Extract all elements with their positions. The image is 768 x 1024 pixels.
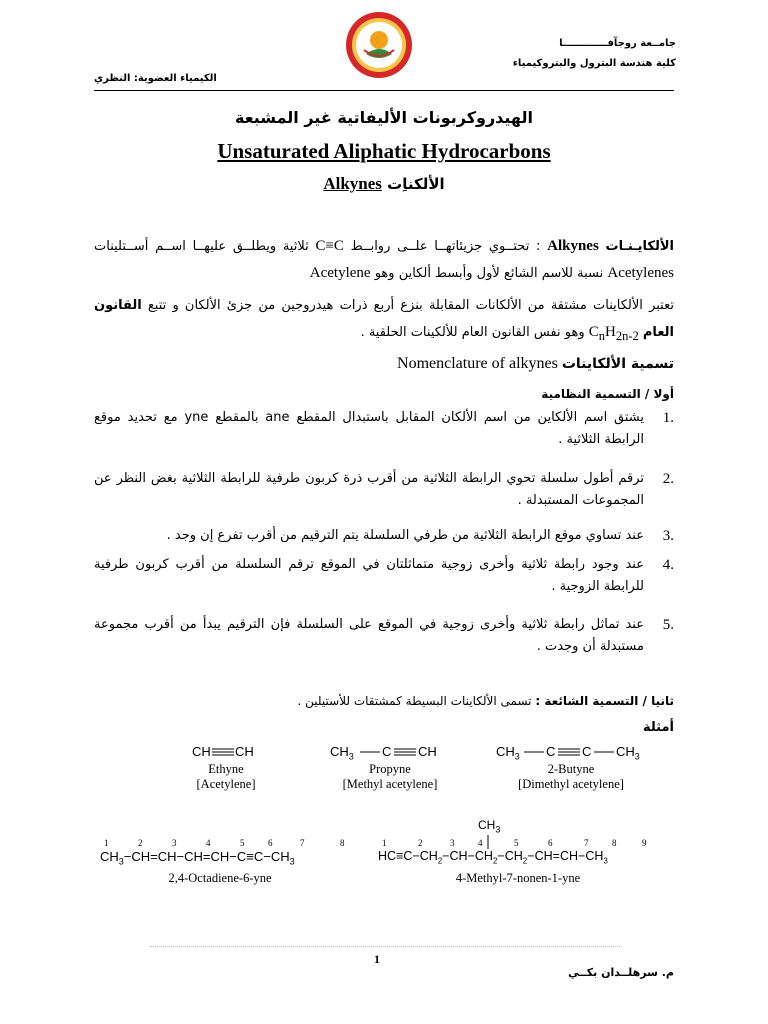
rule-text: عند تساوي موقع الرابطة الثلاثية من طرفي السلسلة يتم الترقيم من أقرب تفرع إن وجد . (166, 528, 644, 543)
carbon-number: 7 (300, 838, 305, 848)
formula-subscript: 2n-2 (615, 329, 639, 343)
chain-group: CH (270, 849, 290, 864)
octadiene-formula (100, 849, 295, 867)
triple-bond-icon (394, 747, 416, 757)
branch-ch: CH (478, 818, 496, 832)
single-bond: − (412, 849, 420, 863)
nomenclature-heading-english: Nomenclature of alkynes (397, 355, 558, 372)
example-nonenyne (378, 818, 674, 888)
carbon-number: 3 (172, 838, 177, 848)
example-butyne (496, 744, 656, 792)
triple-bond-icon (212, 747, 234, 757)
chain-subscript: 2 (437, 856, 443, 866)
single-bond-icon (524, 747, 544, 757)
chain-group: CH (100, 849, 119, 864)
nonenyne-name: 4-Methyl-7-nonen-1-yne (455, 871, 581, 885)
propyne-ch: CH (418, 744, 437, 759)
ethyne-common-name: [Acetylene] (196, 777, 256, 791)
formula-c: C (588, 324, 599, 340)
common-naming-label: ثانيا / التسمية الشائعة : (535, 694, 674, 708)
example-ethyne (186, 744, 276, 792)
rule-number: .2 (662, 471, 674, 487)
branch-sub: 3 (495, 824, 501, 835)
ethyne-ch-right: CH (235, 744, 254, 759)
octadiene-name: 2,4-Octadiene-6-yne (168, 871, 272, 885)
author-name: م. سرهلــدان بكــي (568, 966, 674, 979)
chain-group: CH (449, 849, 468, 863)
single-bond-icon (360, 747, 380, 757)
carbon-number: 4 (206, 838, 211, 848)
chain-subscript: 3 (289, 856, 295, 867)
triple-bond: ≡ (246, 849, 254, 864)
carbon-number: 5 (240, 838, 245, 848)
butyne-ch3b-text: CH (616, 744, 635, 759)
butyne-formula (496, 744, 656, 762)
butyne-ch3a-sub: 3 (514, 751, 520, 762)
butyne-c2: C (582, 744, 592, 759)
single-bond: − (527, 849, 535, 863)
examples-heading: أمثلة (642, 720, 674, 735)
formula-text-2: وهو نفس القانون العام للألكينات الحلقية . (360, 325, 585, 340)
double-bond: = (150, 849, 158, 864)
formula-n: n (598, 329, 605, 343)
chain-group: CH (210, 849, 230, 864)
chain-group: CH (504, 849, 523, 863)
carbon-number: 8 (612, 838, 617, 848)
subtitle-arabic: الألكناِت (387, 175, 445, 193)
general-formula (588, 324, 639, 343)
carbon-number: 7 (584, 838, 589, 848)
propyne-c: C (382, 744, 392, 759)
rule-text: ترقم أطول سلسلة تحوي الرابطة الثلاثية من أقرب ذرة كربون طرفية للرابطة الثلاثية بغض النظر عن المجموعات المستبدلة . (94, 471, 644, 508)
rule-number: .5 (662, 617, 674, 633)
chain-group: CH (131, 849, 151, 864)
double-bond: = (552, 849, 560, 863)
university-logo (344, 10, 414, 80)
systematic-heading: أولا / التسمية النظامية (541, 387, 674, 401)
chain-group: C (403, 849, 413, 863)
chain-group: CH (474, 849, 493, 863)
nomenclature-heading-arabic: تسمية الألكاينات (561, 356, 674, 372)
single-bond: − (176, 849, 185, 864)
nonenyne-formula (378, 849, 608, 866)
term-arabic: الألكايـنـات (605, 239, 674, 254)
header-divider (94, 90, 674, 91)
rule-number: .3 (662, 528, 674, 544)
subtitle (0, 174, 768, 194)
carbon-number: 4 (478, 838, 483, 848)
footer-divider (150, 946, 620, 947)
course-name: الكيمياء العضوية: النظري (94, 73, 217, 84)
rule-item-5 (94, 614, 674, 658)
propyne-ch3 (330, 744, 354, 762)
butyne-ch3b-sub: 3 (634, 751, 640, 762)
triple-bond: ≡ (396, 849, 404, 863)
example-octadiene (100, 838, 370, 888)
single-bond: − (467, 849, 475, 863)
butyne-ch3-left (496, 744, 520, 762)
single-bond: − (229, 849, 237, 864)
rule-number: .1 (662, 410, 674, 426)
single-bond: − (263, 849, 271, 864)
chain-group: C (253, 849, 264, 864)
university-name: جامــعة روجآفـــــــــــــا (559, 38, 676, 49)
propyne-ch3-sub: 3 (348, 751, 354, 762)
butyne-ch3-right (616, 744, 640, 762)
rule-item-2 (94, 468, 674, 512)
rule-item-4 (94, 554, 674, 598)
definition-text-3: نسبة للاسم الشائع لأول وأبسط ألكاين وهو (374, 266, 604, 281)
acetylenes-term: Acetylenes (607, 265, 674, 281)
definition-text-2: ثلاثية ويطلــق عليهــا اســم أســتلينات (94, 239, 309, 254)
carbon-number: 6 (548, 838, 553, 848)
rule-number: .4 (662, 557, 674, 573)
ethyne-name: Ethyne (208, 762, 244, 776)
propyne-common-name: [Methyl acetylene] (342, 777, 438, 791)
rule-item-3 (94, 525, 674, 547)
butyne-ch3a-text: CH (496, 744, 515, 759)
chain-group: CH (157, 849, 177, 864)
paragraph-general-formula (94, 292, 674, 350)
title-arabic: الهيدروكربونات الأليفاتية غير المشبعة (235, 108, 533, 127)
rule-item-1 (94, 407, 674, 451)
carbon-number: 5 (514, 838, 519, 848)
chain-subscript: 2 (492, 856, 498, 866)
carbon-number: 1 (382, 838, 387, 848)
ethyne-ch-left: CH (192, 744, 211, 759)
butyne-name: 2-Butyne (547, 762, 595, 776)
propyne-formula (330, 744, 470, 762)
single-bond: − (497, 849, 505, 863)
page-number: 1 (374, 952, 380, 966)
acetylene-term: Acetylene (309, 265, 371, 281)
subtitle-english: Alkynes (323, 174, 382, 193)
rule-text: عند تماثل رابطة ثلاثية وأخرى زوجية في الموقع على السلسلة فإن الترقيم يبدأ من أقرب مجموعة مستبدلة أن وجدت . (94, 617, 644, 654)
chain-subscript: 3 (603, 856, 608, 866)
chain-group: CH (585, 849, 604, 863)
triple-bond-icon (558, 747, 580, 757)
triple-bond: C≡C (315, 238, 344, 254)
nomenclature-heading (397, 355, 674, 373)
methyl-branch (478, 818, 500, 834)
single-bond: − (578, 849, 586, 863)
single-bond: − (123, 849, 132, 864)
rule-text: يشتق اسم الألكاين من اسم الألكان المقابل باستبدال المقطع ane بالمقطع yne مع تحديد موقع الرابطة الثلاثية . (94, 410, 644, 447)
single-bond-icon (594, 747, 614, 757)
common-naming (298, 694, 674, 708)
formula-text-1: تعتبر الألكاينات مشتقة من الألكانات المقابلة بنزع أربع ذرات هيدروجين من جزئ الألكان و تتبع (147, 298, 674, 313)
common-naming-text: تسمى الألكاينات البسيطة كمشتقات للأستيلين . (297, 694, 532, 708)
chain-group: CH (419, 849, 438, 863)
carbon-number: 9 (642, 838, 647, 848)
chain-group: HC (378, 849, 397, 863)
term-english: Alkynes (547, 238, 599, 254)
butyne-c1: C (546, 744, 556, 759)
chain-subscript: 2 (522, 856, 528, 866)
single-bond: − (442, 849, 450, 863)
general-law: القانون العام (94, 298, 674, 340)
college-name: كلية هندسة البترول والبتروكيمياء (512, 58, 676, 69)
propyne-name: Propyne (369, 762, 411, 776)
branch-bond-icon (486, 835, 490, 849)
carbon-number: 3 (450, 838, 455, 848)
carbon-number: 2 (138, 838, 143, 848)
propyne-ch3-text: CH (330, 744, 349, 759)
double-bond: = (202, 849, 211, 864)
title-english: Unsaturated Aliphatic Hydrocarbons (217, 139, 551, 163)
paragraph-definition (94, 233, 674, 287)
carbon-number: 8 (340, 838, 345, 848)
carbon-number: 2 (418, 838, 423, 848)
ethyne-formula (186, 744, 276, 762)
example-propyne (330, 744, 470, 792)
carbon-number: 1 (104, 838, 109, 848)
carbon-number: 6 (268, 838, 273, 848)
chain-group: CH (534, 849, 553, 863)
chain-subscript: 3 (118, 856, 124, 867)
formula-h: H (605, 324, 616, 340)
chain-group: CH (559, 849, 578, 863)
definition-text-1: : تحتــوي جزيئاتهــا علــى روابــط (350, 239, 541, 254)
rule-text: عند وجود رابطة ثلاثية وأخرى زوجية متماثلتان في الموقع ترقم السلسلة من أقرب كربون طرفية للرابطة الزوجية . (94, 557, 644, 594)
chain-group: CH (184, 849, 203, 864)
chain-group: C (236, 849, 247, 864)
butyne-common-name: [Dimethyl acetylene] (518, 777, 624, 791)
